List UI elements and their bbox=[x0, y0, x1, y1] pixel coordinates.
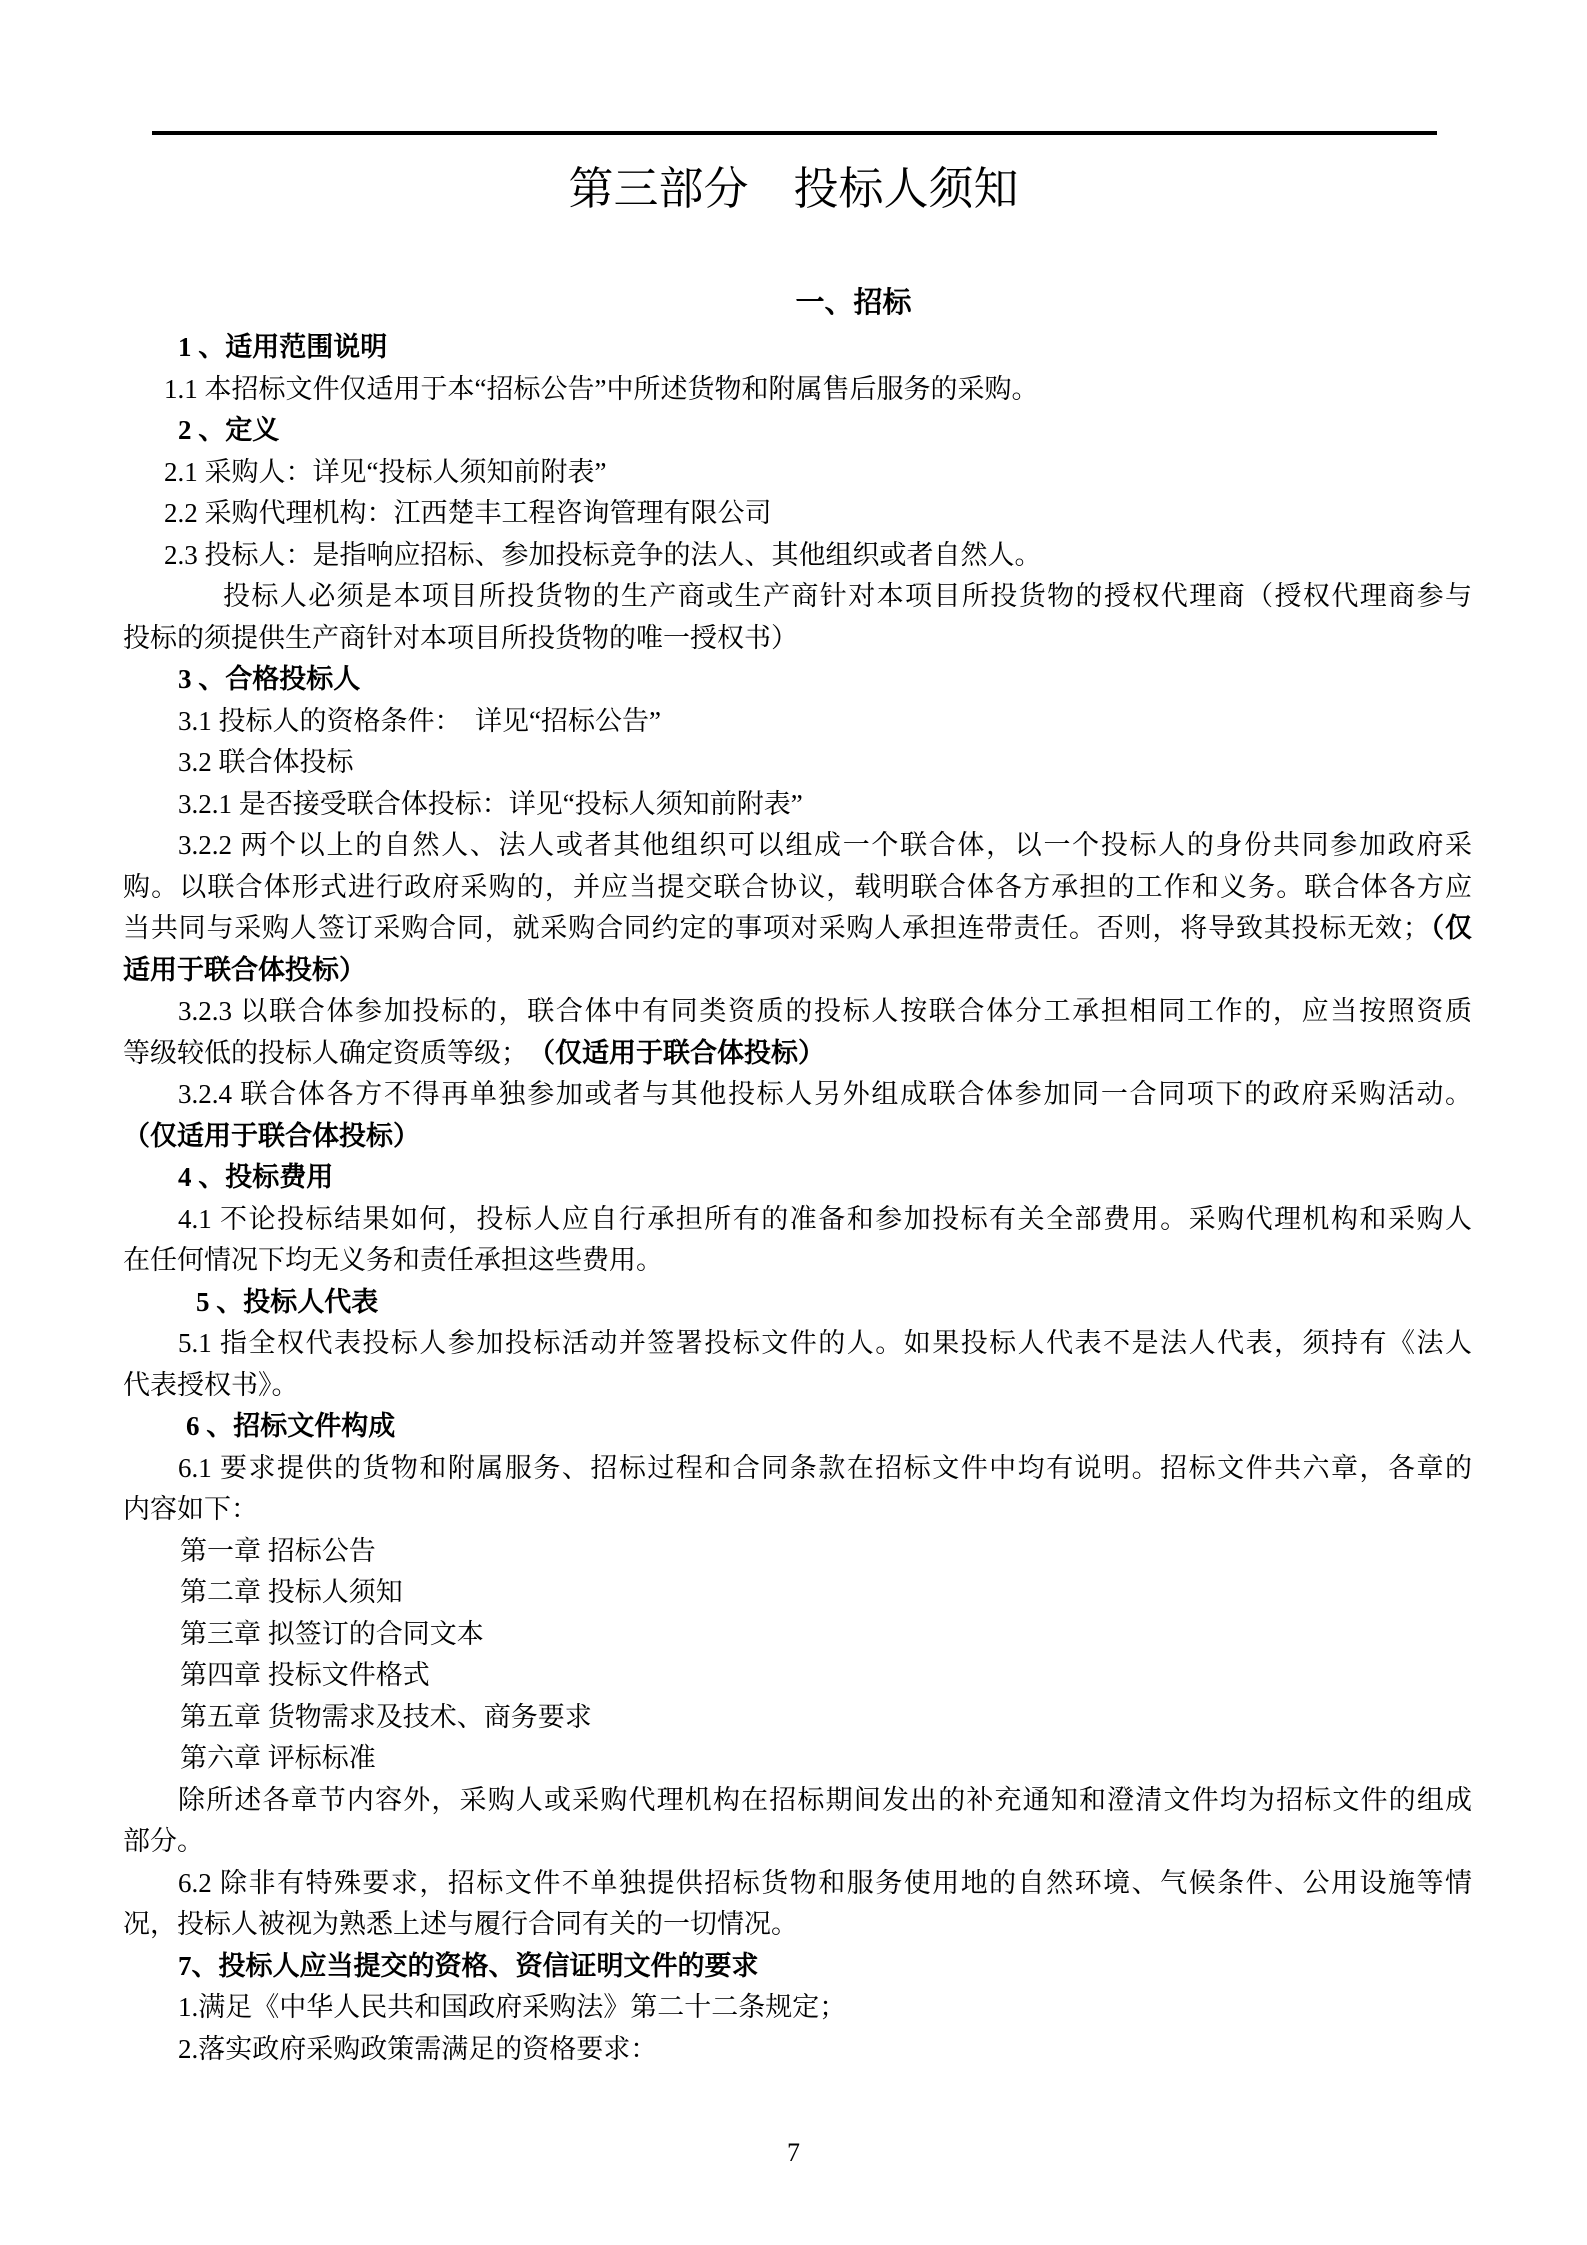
text-line: 6.1 要求提供的货物和附属服务、招标过程和合同条款在招标文件中均有说明。招标文件共六章，各章的 bbox=[178, 1452, 1472, 1483]
text-line: 1 、适用范围说明 bbox=[178, 332, 388, 362]
text-line: 第四章 投标文件格式 bbox=[180, 1660, 430, 1690]
text-line: 2.1 采购人：详见“投标人须知前附表” bbox=[164, 456, 607, 487]
text-line: 4 、投标费用 bbox=[178, 1162, 334, 1192]
document-body bbox=[123, 327, 1472, 2070]
text-line: 2.落实政府采购政策需满足的资格要求： bbox=[178, 2033, 658, 2064]
document-title: 第三部分 投标人须知 bbox=[568, 164, 1019, 214]
text-line: 5 、投标人代表 bbox=[196, 1286, 379, 1317]
text-line: 第六章 评标标准 bbox=[180, 1743, 376, 1773]
text-line: 内容如下： bbox=[123, 1494, 258, 1524]
text-line: 当共同与采购人签订采购合同，就采购合同约定的事项对采购人承担连带责任。否则，将导致其投标无效；（仅 bbox=[123, 913, 1473, 943]
text-line: 5.1 指全权代表投标人参加投标活动并签署投标文件的人。如果投标人代表不是法人代表，须持有《法人 bbox=[178, 1328, 1472, 1358]
text-line: 1.1 本招标文件仅适用于本“招标公告”中所述货物和附属售后服务的采购。 bbox=[164, 373, 1039, 404]
text-line: 况，投标人被视为熟悉上述与履行合同有关的一切情况。 bbox=[123, 1909, 798, 1939]
text-line: 在任何情况下均无义务和责任承担这些费用。 bbox=[123, 1245, 663, 1275]
text-line: （仅适用于联合体投标） bbox=[123, 1120, 420, 1151]
text-line: 3.2.3 以联合体参加投标的，联合体中有同类资质的投标人按联合体分工承担相同工作的，应当按照资质 bbox=[178, 996, 1472, 1026]
text-line: 第二章 投标人须知 bbox=[180, 1577, 403, 1607]
text-line: 2.3 投标人：是指响应招标、参加投标竞争的法人、其他组织或者自然人。 bbox=[164, 539, 1042, 570]
text-line: 投标的须提供生产商针对本项目所投货物的唯一授权书） bbox=[123, 622, 798, 653]
text-line: 3 、合格投标人 bbox=[178, 664, 361, 694]
text-line: 6 、招标文件构成 bbox=[186, 1411, 396, 1441]
text-line: 第三章 拟签订的合同文本 bbox=[180, 1618, 484, 1649]
text-line: 3.2.2 两个以上的自然人、法人或者其他组织可以组成一个联合体，以一个投标人的身份共同参加政府采 bbox=[178, 830, 1472, 860]
text-line: 第一章 招标公告 bbox=[180, 1535, 376, 1566]
text-line: 3.2.1 是否接受联合体投标：详见“投标人须知前附表” bbox=[178, 788, 803, 819]
text-line: 2.2 采购代理机构：江西楚丰工程咨询管理有限公司 bbox=[164, 498, 772, 528]
text-line: 购。以联合体形式进行政府采购的，并应当提交联合协议，载明联合体各方承担的工作和义务。联合体各方应 bbox=[123, 871, 1472, 902]
text-line: 7、投标人应当提交的资格、资信证明文件的要求 bbox=[178, 1950, 759, 1981]
header-rule bbox=[152, 131, 1437, 135]
text-line: 2 、定义 bbox=[178, 415, 280, 445]
text-line: 3.2.4 联合体各方不得再单独参加或者与其他投标人另外组成联合体参加同一合同项下的政府采购活动。 bbox=[178, 1079, 1472, 1109]
text-line: 等级较低的投标人确定资质等级； （仅适用于联合体投标） bbox=[123, 1037, 825, 1068]
text-line: 第五章 货物需求及技术、商务要求 bbox=[180, 1701, 592, 1732]
text-line: 6.2 除非有特殊要求，招标文件不单独提供招标货物和服务使用地的自然环境、气候条件、公用设施等情 bbox=[178, 1867, 1472, 1898]
page-number: 7 bbox=[787, 2138, 800, 2167]
section-heading: 一、招标 bbox=[795, 287, 912, 319]
text-line: 除所述各章节内容外，采购人或采购代理机构在招标期间发出的补充通知和澄清文件均为招标文件的组成 bbox=[178, 1784, 1472, 1815]
text-line: 代表授权书》。 bbox=[123, 1369, 299, 1400]
text-line: 投标人必须是本项目所投货物的生产商或生产商针对本项目所投货物的授权代理商（授权代理商参与 bbox=[223, 581, 1472, 611]
text-line: 1.满足《中华人民共和国政府采购法》第二十二条规定； bbox=[178, 1992, 847, 2022]
text-line: 部分。 bbox=[123, 1826, 204, 1856]
text-line: 适用于联合体投标） bbox=[123, 954, 366, 985]
text-line: 3.1 投标人的资格条件： 详见“招标公告” bbox=[178, 705, 661, 736]
text-line: 3.2 联合体投标 bbox=[178, 747, 354, 777]
text-line: 4.1 不论投标结果如何，投标人应自行承担所有的准备和参加投标有关全部费用。采购代理机构和采购人 bbox=[178, 1203, 1472, 1234]
